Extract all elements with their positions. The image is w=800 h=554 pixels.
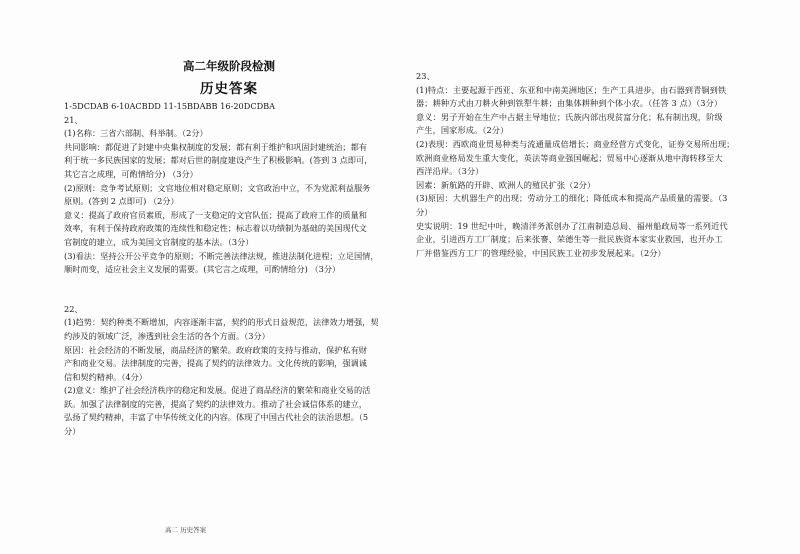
q22-significance-line2: 跃。加强了法律制度的完善，提高了契约的法律效力。推动了社会诚信体系的建立， <box>64 398 367 409</box>
q23-manifest-line2: 欧洲商业格局发生重大变化，英法等商业强国崛起；贸易中心逐渐从地中海转移至大 <box>416 152 723 163</box>
q22-reason-line2: 产和商业交易。法律制度的完善，提高了契约的法律效力。文化传统的影响，强调诚 <box>64 358 367 369</box>
q21-significance-line3: 官制度的建立，成为美国文官制度的基本法。（3分） <box>64 236 254 247</box>
answer-heading: 历史答案 <box>200 81 258 97</box>
q23-feature-line1: (1)特点：主要起源于西亚、东亚和中南美洲地区；生产工具进步，由石器到青铜到铁 <box>416 84 727 95</box>
q21-impact-line3: 其它言之成理，可酌情给分) （3分） <box>64 168 198 179</box>
q23-feature-line2: 器；耕种方式由刀耕火种到铁犁牛耕；由集体耕种到个体小农。（任答 3 点）（3分） <box>416 98 723 109</box>
q23-manifest-line1: (2)表现：西欧商业贸易种类与流通量成倍增长；商业经营方式变化，证券交易所出现； <box>416 138 735 149</box>
q23-reason-line1: (3)原因：大机器生产的出现；劳动分工的细化；降低成本和提高产品质量的需要。（3 <box>416 193 728 204</box>
q21-part1: (1)名称：三省六部制、科举制。（2分） <box>64 128 208 139</box>
q21-principle-line1: (2)原则：竞争考试原则；文官地位相对稳定原则；文官政治中立，不为党派利益服务 <box>64 182 371 193</box>
page-footer: 高二 历史答案 <box>165 526 207 534</box>
q21-significance-line1: 意义：提高了政府官员素质，形成了一支稳定的文官队伍；提高了政府工作的质量和 <box>64 209 367 220</box>
exam-title: 高二年级阶段检测 <box>183 59 275 73</box>
q22-reason-line1: 原因：社会经济的不断发展，商品经济的繁荣。政府政策的支持与推动，保护私有财 <box>64 344 367 355</box>
q23-factor: 因素：新航路的开辟、欧洲人的殖民扩张（2分） <box>416 179 596 190</box>
q22-significance-line3: 弘扬了契约精神，丰富了中华传统文化的内容。体现了中国古代社会的法治思想。（5 <box>64 412 369 423</box>
q23-manifest-line3: 西洋沿岸。（3分） <box>416 166 484 177</box>
q23-meaning-line2: 产生，国家形成。（2分） <box>416 125 509 136</box>
q21-impact-line1: 共同影响：都促进了封建中央集权制度的发展；都有利于维护和巩固封建统治；都有 <box>64 141 367 152</box>
q23-fact-line2: 企业，引进西方工厂制度；后来张謇、荣德生等一批民族资本家实业救国，也开办工 <box>416 234 723 245</box>
q23-fact-line3: 厂并借鉴西方工厂的管理经验，中国民族工业初步发展起来。（2分） <box>416 247 666 258</box>
q22-trend-line2: 约涉及的领域广泛，渗透到社会生活的各个方面。（3分） <box>64 330 270 341</box>
q22-significance-line1: (2)意义：维护了社会经济秩序的稳定和发展。促进了商品经济的繁荣和商业交易的活 <box>64 385 371 396</box>
q22-trend-line1: (1)趋势：契约种类不断增加，内容逐渐丰富，契约的形式日益规范，法律效力增强，契 <box>64 317 379 328</box>
choice-answers: 1-5DCDAB 6-10ACBDD 11-15BDABB 16-20DCDBA <box>64 101 276 111</box>
q23-fact-line1: 史实说明：19 世纪中叶，晚清洋务派创办了江南制造总局、福州船政局等一系列近代 <box>416 220 728 231</box>
q21-impact-line2: 利于统一多民族国家的发展；都对后世的制度建设产生了积极影响。(答到 3 点即可， <box>64 155 373 166</box>
q23-reason-line2: 分） <box>416 206 433 217</box>
q21-principle-line2: 原则。(答到 2 点即可) （2分） <box>64 196 179 207</box>
q21-view-line1: (3)看法：坚持公开公平竞争的原则；不断完善法律法规，推进法制化进程；立足国情， <box>64 250 379 261</box>
q23-meaning-line1: 意义：男子开始在生产中占据主导地位；氏族内部出现贫富分化；私有制出现，阶级 <box>416 111 723 122</box>
q22-significance-line4: 分） <box>64 426 81 437</box>
left-column <box>64 100 394 439</box>
q22-reason-line3: 信和契约精神。（4分） <box>64 371 147 382</box>
q21-number: 21、 <box>64 114 83 125</box>
q22-number: 22、 <box>64 303 83 314</box>
q21-significance-line2: 效率，有利于保持政府政策的连续性和稳定性；标志着以功绩制为基础的美国现代文 <box>64 223 367 234</box>
q23-number: 23、 <box>416 71 435 81</box>
q21-view-line2: 顺时而变，适应社会主义发展的需要。(其它言之成理，可酌情给分) （3分） <box>64 264 341 275</box>
right-column <box>416 70 748 260</box>
